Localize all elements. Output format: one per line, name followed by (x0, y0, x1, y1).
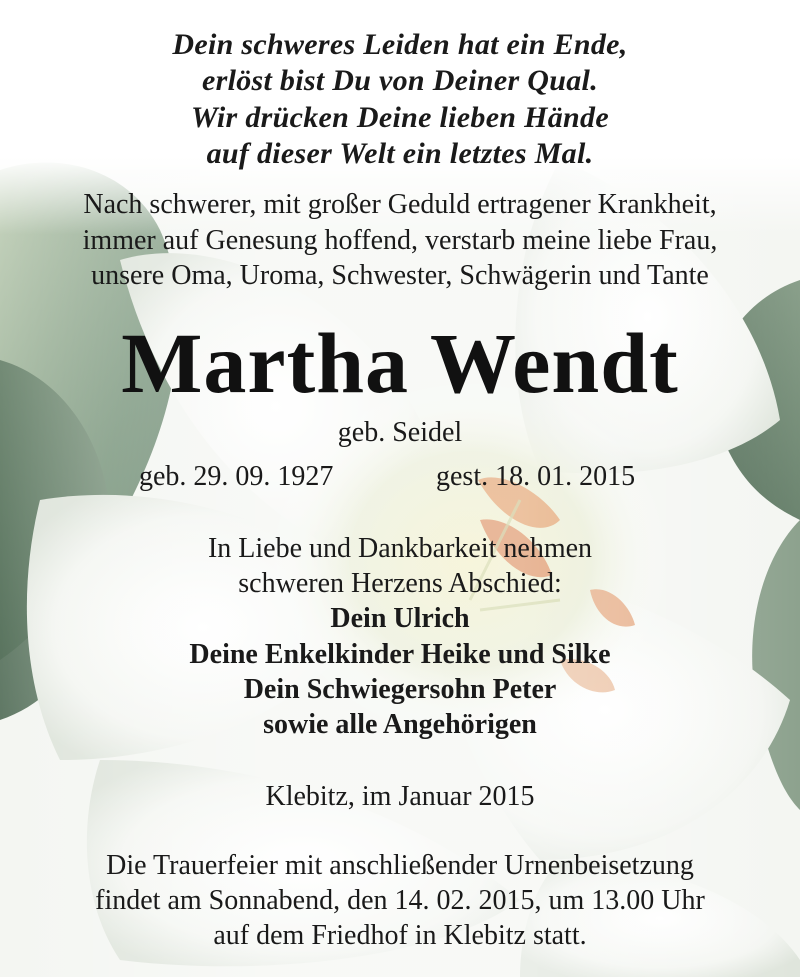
mourner-1: Dein Ulrich (330, 603, 470, 634)
verse-line-2: erlöst bist Du von Deiner Qual. (201, 64, 598, 97)
funeral-line-2: findet am Sonnabend, den 14. 02. 2015, um 13.00 Uhr (95, 885, 705, 916)
intro-line-2: immer auf Genesung hoffend, verstarb meine liebe Frau, (82, 225, 718, 256)
intro-line-1: Nach schwerer, mit großer Geduld ertragener Krankheit, (83, 189, 717, 220)
intro-line-3: unsere Oma, Uroma, Schwester, Schwägerin und Tante (91, 260, 709, 291)
funeral-line-3: auf dem Friedhof in Klebitz statt. (213, 920, 587, 951)
verse-line-3: Wir drücken Deine lieben Hände (191, 101, 609, 134)
life-dates (0, 461, 800, 501)
mourner-2: Deine Enkelkinder Heike und Silke (189, 639, 611, 670)
place-date: Klebitz, im Januar 2015 (265, 781, 535, 812)
birth-date: geb. 29. 09. 1927 (139, 461, 334, 492)
funeral-line-1: Die Trauerfeier mit anschließender Urnenbeisetzung (106, 850, 694, 881)
farewell-line-2: schweren Herzens Abschied: (238, 568, 562, 599)
maiden-name: geb. Seidel (337, 417, 463, 448)
verse-line-1: Dein schweres Leiden hat ein Ende, (172, 28, 628, 61)
mourner-3: Dein Schwiegersohn Peter (243, 674, 557, 705)
farewell-line-1: In Liebe und Dankbarkeit nehmen (207, 533, 593, 564)
verse-line-4: auf dieser Welt ein letztes Mal. (206, 137, 594, 170)
death-date: gest. 18. 01. 2015 (436, 461, 636, 492)
deceased-name: Martha Wendt (121, 315, 679, 411)
mourner-4: sowie alle Angehörigen (263, 709, 537, 740)
